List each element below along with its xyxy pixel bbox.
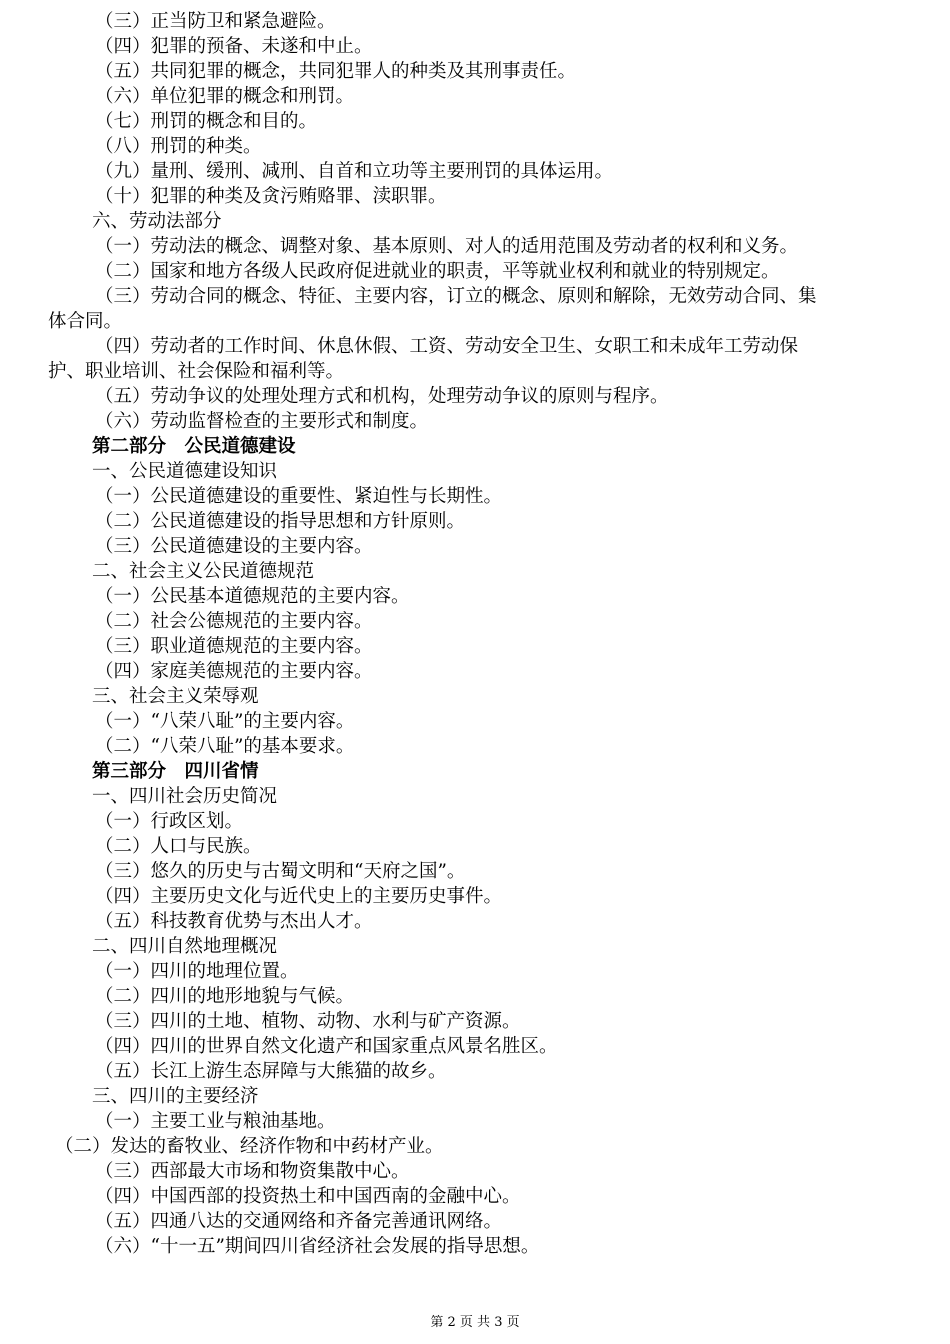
text-line: 三、社会主义荣辱观: [92, 686, 259, 707]
text-line: （四）中国西部的投资热土和中国西南的金融中心。: [95, 1186, 521, 1207]
text-line: （二）“八荣八耻”的基本要求。: [95, 736, 355, 757]
text-line: 二、社会主义公民道德规范: [92, 561, 315, 582]
text-line: 一、四川社会历史简况: [92, 786, 278, 807]
text-line: （四）劳动者的工作时间、休息休假、工资、劳动安全卫生、女职工和未成年工劳动保: [95, 336, 799, 357]
text-line: （一）四川的地理位置。: [95, 961, 299, 982]
text-line: （三）公民道德建设的主要内容。: [95, 536, 373, 557]
text-line: （一）劳动法的概念、调整对象、基本原则、对人的适用范围及劳动者的权利和义务。: [95, 236, 799, 257]
text-line: （七）刑罚的概念和目的。: [95, 111, 318, 132]
text-line: （四）家庭美德规范的主要内容。: [95, 661, 373, 682]
text-line: （二）人口与民族。: [95, 836, 262, 857]
text-line: 一、公民道德建设知识: [92, 461, 278, 482]
text-line: （六）劳动监督检查的主要形式和制度。: [95, 411, 429, 432]
text-line: （六）“十一五”期间四川省经济社会发展的指导思想。: [95, 1236, 540, 1257]
text-line: 体合同。: [48, 311, 123, 332]
text-line: （一）行政区划。: [95, 811, 244, 832]
text-line: （三）正当防卫和紧急避险。: [95, 11, 336, 32]
text-line: （十）犯罪的种类及贪污贿赂罪、渎职罪。: [95, 186, 447, 207]
text-line: （二）国家和地方各级人民政府促进就业的职责，平等就业权利和就业的特别规定。: [95, 261, 780, 282]
document-body: [0, 9, 950, 1259]
text-line: （三）职业道德规范的主要内容。: [95, 636, 373, 657]
section-heading: 第二部分 公民道德建设: [92, 436, 296, 457]
text-line: （九）量刑、缓刑、减刑、自首和立功等主要刑罚的具体运用。: [95, 161, 614, 182]
text-line: （六）单位犯罪的概念和刑罚。: [95, 86, 355, 107]
text-line: （五）共同犯罪的概念，共同犯罪人的种类及其刑事责任。: [95, 61, 577, 82]
text-line: （八）刑罚的种类。: [95, 136, 262, 157]
text-line: （三）悠久的历史与古蜀文明和“天府之国”。: [95, 861, 466, 882]
text-line: （三）劳动合同的概念、特征、主要内容，订立的概念、原则和解除，无效劳动合同、集: [95, 286, 817, 307]
text-line: （五）科技教育优势与杰出人才。: [95, 911, 373, 932]
text-line: （一）主要工业与粮油基地。: [95, 1111, 336, 1132]
text-line: （五）四通八达的交通网络和齐备完善通讯网络。: [95, 1211, 503, 1232]
text-line: （二）四川的地形地貌与气候。: [95, 986, 355, 1007]
text-line: 护、职业培训、社会保险和福利等。: [48, 361, 345, 382]
text-line: （四）四川的世界自然文化遗产和国家重点风景名胜区。: [95, 1036, 558, 1057]
page-footer: 第 2 页 共 3 页: [430, 1315, 520, 1330]
text-line: （二）发达的畜牧业、经济作物和中药材产业。: [55, 1136, 444, 1157]
text-line: （一）公民基本道德规范的主要内容。: [95, 586, 410, 607]
text-line: （一）“八荣八耻”的主要内容。: [95, 711, 355, 732]
text-line: （四）犯罪的预备、未遂和中止。: [95, 36, 373, 57]
text-line: （一）公民道德建设的重要性、紧迫性与长期性。: [95, 486, 503, 507]
text-line: 三、四川的主要经济: [92, 1086, 259, 1107]
text-line: （五）劳动争议的处理处理方式和机构，处理劳动争议的原则与程序。: [95, 386, 669, 407]
text-line: （三）四川的土地、植物、动物、水利与矿产资源。: [95, 1011, 521, 1032]
text-line: （二）社会公德规范的主要内容。: [95, 611, 373, 632]
text-line: （二）公民道德建设的指导思想和方针原则。: [95, 511, 466, 532]
text-line: 六、劳动法部分: [92, 211, 222, 232]
text-line: （三）西部最大市场和物资集散中心。: [95, 1161, 410, 1182]
text-line: （四）主要历史文化与近代史上的主要历史事件。: [95, 886, 503, 907]
section-heading: 第三部分 四川省情: [92, 761, 259, 782]
text-line: 二、四川自然地理概况: [92, 936, 278, 957]
text-line: （五）长江上游生态屏障与大熊猫的故乡。: [95, 1061, 447, 1082]
